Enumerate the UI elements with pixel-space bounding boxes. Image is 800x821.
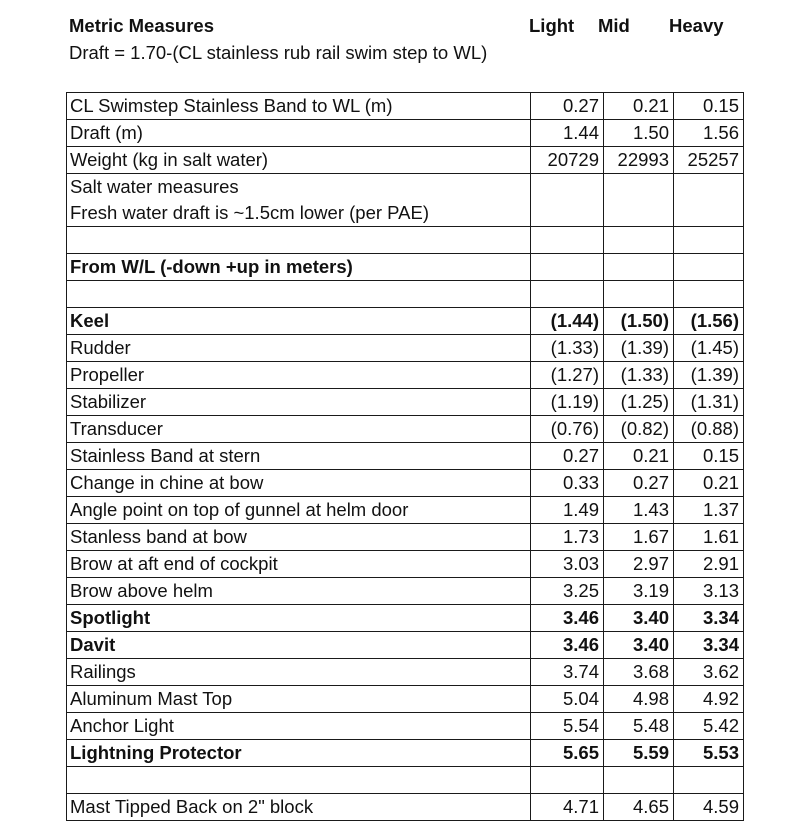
row-label: Stabilizer [67, 389, 531, 416]
table-row [67, 416, 744, 443]
measurement-rows [67, 308, 744, 767]
value-light: 3.46 [531, 605, 604, 632]
notes-row [67, 174, 744, 227]
value-light: 5.54 [531, 713, 604, 740]
table-row [67, 93, 744, 120]
value-heavy: (0.88) [674, 416, 744, 443]
value-light: 3.03 [531, 551, 604, 578]
row-label: Keel [67, 308, 531, 335]
row-label: Railings [67, 659, 531, 686]
empty-cell [674, 227, 744, 254]
value-heavy: 1.56 [674, 120, 744, 147]
table-row [67, 470, 744, 497]
value-heavy: 0.21 [674, 470, 744, 497]
value-light: (1.44) [531, 308, 604, 335]
empty-cell [674, 254, 744, 281]
table-row [67, 659, 744, 686]
table-row [67, 632, 744, 659]
value-light: 0.27 [531, 93, 604, 120]
value-heavy: 3.34 [674, 605, 744, 632]
value-heavy: 4.59 [674, 794, 744, 821]
row-label: Draft (m) [67, 120, 531, 147]
value-light: 1.73 [531, 524, 604, 551]
measurements-table [66, 92, 744, 821]
value-light: 3.46 [531, 632, 604, 659]
row-label: Angle point on top of gunnel at helm door [67, 497, 531, 524]
empty-cell [531, 254, 604, 281]
empty-cell [674, 174, 744, 227]
row-label: Change in chine at bow [67, 470, 531, 497]
empty-cell [604, 227, 674, 254]
row-label: Mast Tipped Back on 2" block [67, 794, 531, 821]
value-light: 5.04 [531, 686, 604, 713]
section-heading-row [67, 254, 744, 281]
table-row [67, 120, 744, 147]
value-heavy: 25257 [674, 147, 744, 174]
row-label: Stainless Band at stern [67, 443, 531, 470]
value-heavy: 4.92 [674, 686, 744, 713]
column-header-light: Light [529, 15, 575, 36]
value-heavy: (1.31) [674, 389, 744, 416]
empty-cell [604, 254, 674, 281]
empty-cell [674, 767, 744, 794]
empty-cell [531, 174, 604, 227]
row-label: Transducer [67, 416, 531, 443]
column-header-mid: Mid [598, 15, 630, 36]
value-light: 0.27 [531, 443, 604, 470]
draft-formula: Draft = 1.70-(CL stainless rub rail swim step to WL) [69, 42, 488, 63]
value-light: 4.71 [531, 794, 604, 821]
row-label: Stanless band at bow [67, 524, 531, 551]
value-light: 0.33 [531, 470, 604, 497]
empty-cell [531, 281, 604, 308]
table-row [67, 335, 744, 362]
value-heavy: 5.53 [674, 740, 744, 767]
value-light: (1.27) [531, 362, 604, 389]
value-mid: 1.43 [604, 497, 674, 524]
table-row [67, 794, 744, 821]
value-mid: 4.65 [604, 794, 674, 821]
value-mid: 5.48 [604, 713, 674, 740]
value-heavy: 2.91 [674, 551, 744, 578]
table-body [67, 93, 744, 308]
value-mid: 1.50 [604, 120, 674, 147]
value-heavy: 0.15 [674, 443, 744, 470]
row-label: Weight (kg in salt water) [67, 147, 531, 174]
note-fresh-water: Fresh water draft is ~1.5cm lower (per PAE) [70, 202, 429, 223]
footer-body [67, 767, 744, 821]
row-label: Brow at aft end of cockpit [67, 551, 531, 578]
value-mid: 3.19 [604, 578, 674, 605]
row-label: Spotlight [67, 605, 531, 632]
value-heavy: (1.56) [674, 308, 744, 335]
value-light: 3.74 [531, 659, 604, 686]
note-salt-water: Salt water measures [70, 176, 239, 197]
table-row [67, 686, 744, 713]
value-light: 1.49 [531, 497, 604, 524]
value-heavy: 3.34 [674, 632, 744, 659]
row-label: Brow above helm [67, 578, 531, 605]
empty-cell [67, 281, 531, 308]
value-mid: 0.27 [604, 470, 674, 497]
value-mid: (1.39) [604, 335, 674, 362]
value-light: 3.25 [531, 578, 604, 605]
table-row [67, 362, 744, 389]
notes-cell [67, 174, 531, 227]
spacer-row [67, 227, 744, 254]
value-mid: (0.82) [604, 416, 674, 443]
value-mid: 0.21 [604, 443, 674, 470]
value-mid: 0.21 [604, 93, 674, 120]
table-row [67, 497, 744, 524]
column-header-heavy: Heavy [669, 15, 724, 36]
empty-cell [531, 227, 604, 254]
value-heavy: (1.39) [674, 362, 744, 389]
value-mid: 3.68 [604, 659, 674, 686]
table-row [67, 605, 744, 632]
empty-cell [604, 281, 674, 308]
empty-cell [604, 767, 674, 794]
value-light: 20729 [531, 147, 604, 174]
table-row [67, 524, 744, 551]
value-mid: 1.67 [604, 524, 674, 551]
value-mid: 5.59 [604, 740, 674, 767]
value-mid: 2.97 [604, 551, 674, 578]
table-row [67, 713, 744, 740]
page-title: Metric Measures [69, 15, 214, 36]
empty-cell [67, 767, 531, 794]
section-heading: From W/L (-down +up in meters) [67, 254, 531, 281]
value-mid: (1.25) [604, 389, 674, 416]
value-mid: 4.98 [604, 686, 674, 713]
row-label: Propeller [67, 362, 531, 389]
table-row [67, 578, 744, 605]
table-row [67, 740, 744, 767]
spacer-row [67, 281, 744, 308]
row-label: Anchor Light [67, 713, 531, 740]
value-mid: 3.40 [604, 632, 674, 659]
value-mid: (1.50) [604, 308, 674, 335]
empty-cell [674, 281, 744, 308]
empty-cell [604, 174, 674, 227]
value-heavy: 0.15 [674, 93, 744, 120]
value-heavy: (1.45) [674, 335, 744, 362]
value-heavy: 5.42 [674, 713, 744, 740]
table-row [67, 389, 744, 416]
row-label: Davit [67, 632, 531, 659]
value-mid: (1.33) [604, 362, 674, 389]
value-light: 5.65 [531, 740, 604, 767]
value-heavy: 3.13 [674, 578, 744, 605]
value-mid: 3.40 [604, 605, 674, 632]
row-label: Rudder [67, 335, 531, 362]
empty-cell [67, 227, 531, 254]
value-light: (1.33) [531, 335, 604, 362]
table-row [67, 551, 744, 578]
value-light: (1.19) [531, 389, 604, 416]
value-light: 1.44 [531, 120, 604, 147]
value-heavy: 3.62 [674, 659, 744, 686]
value-light: (0.76) [531, 416, 604, 443]
table-row [67, 147, 744, 174]
value-heavy: 1.37 [674, 497, 744, 524]
value-mid: 22993 [604, 147, 674, 174]
table-row [67, 443, 744, 470]
value-heavy: 1.61 [674, 524, 744, 551]
spacer-row [67, 767, 744, 794]
empty-cell [531, 767, 604, 794]
table-row [67, 308, 744, 335]
row-label: Aluminum Mast Top [67, 686, 531, 713]
row-label: Lightning Protector [67, 740, 531, 767]
row-label: CL Swimstep Stainless Band to WL (m) [67, 93, 531, 120]
